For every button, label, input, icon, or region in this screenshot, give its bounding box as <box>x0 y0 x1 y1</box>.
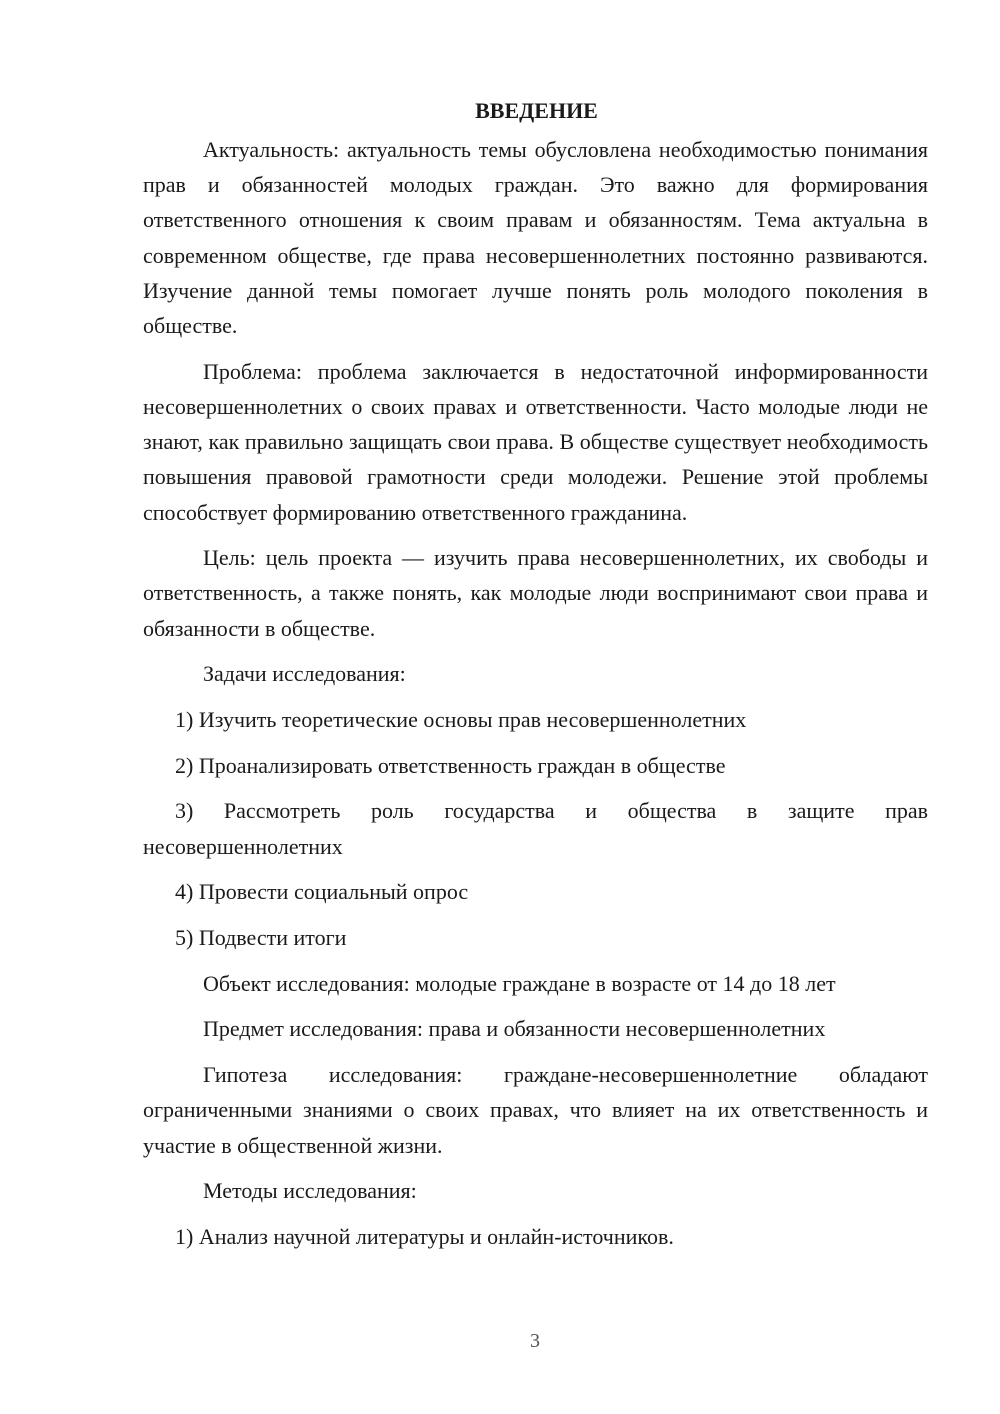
tasks-heading: Задачи исследования: <box>203 661 406 687</box>
research-subject: Предмет исследования: права и обязанности несовершеннолетних <box>203 1016 826 1042</box>
relevance-paragraph: Актуальность: актуальность темы обусловлена необходимостью понимания прав и обязанностей молодых граждан. Это важно для формирования ответственного отношения к своим правам и обязанностям. Тема актуальна в современном обществе, где права несовершеннолетних постоянно развиваются. Изучение данной темы помогает лучше понять роль молодого поколения в обществе. <box>143 137 928 339</box>
task-item-1: 1) Изучить теоретические основы прав несовершеннолетних <box>175 707 747 733</box>
page-content <box>143 90 928 1265</box>
page-number: 3 <box>530 1330 540 1352</box>
task-item-5: 5) Подвести итоги <box>175 925 347 951</box>
problem-paragraph: Проблема: проблема заключается в недостаточной информированности несовершеннолетних о своих правах и ответственности. Часто молодые люди не знают, как правильно защищать свои права. В обществе существует необходимость повышения правовой грамотности среди молодежи. Решение этой проблемы способствует формированию ответственного гражданина. <box>143 358 928 525</box>
task-item-3: 3) Рассмотреть роль государства и общества в защите прав несовершеннолетних <box>143 798 928 859</box>
method-item-1: 1) Анализ научной литературы и онлайн-источников. <box>175 1223 674 1249</box>
hypothesis-paragraph: Гипотеза исследования: граждане-несовершеннолетние обладают ограниченными знаниями о своих правах, что влияет на их ответственность и участие в общественной жизни. <box>143 1062 928 1158</box>
task-item-2: 2) Проанализировать ответственность граждан в обществе <box>175 752 726 778</box>
goal-paragraph: Цель: цель проекта — изучить права несовершеннолетних, их свободы и ответственность, а также понять, как молодые люди воспринимают свои права и обязанности в обществе. <box>143 545 928 641</box>
task-item-4: 4) Провести социальный опрос <box>175 879 469 905</box>
page-title: ВВЕДЕНИЕ <box>475 98 598 123</box>
methods-heading: Методы исследования: <box>203 1178 417 1204</box>
research-object: Объект исследования: молодые граждане в возрасте от 14 до 18 лет <box>203 970 836 996</box>
